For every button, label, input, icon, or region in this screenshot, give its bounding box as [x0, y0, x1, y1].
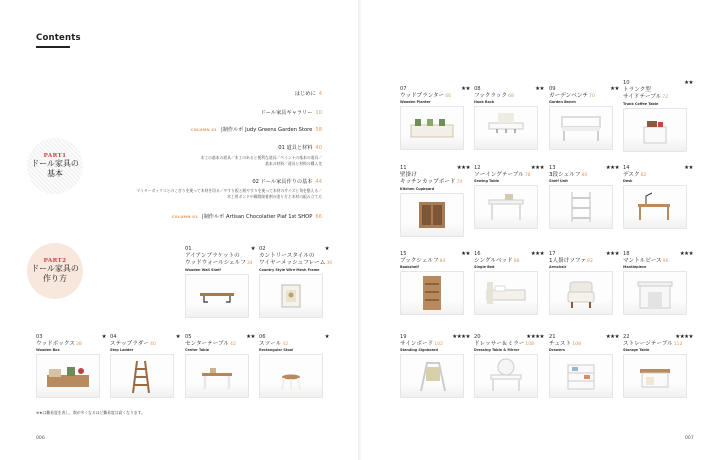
- drawers-icon: [550, 355, 612, 397]
- item-number: 04: [110, 334, 117, 340]
- difficulty-stars: ★: [324, 334, 329, 340]
- furniture-item-card[interactable]: [36, 334, 106, 398]
- item-photo: [549, 271, 613, 315]
- item-photo: [36, 354, 100, 398]
- furniture-item-card[interactable]: [623, 80, 693, 152]
- item-number: 20: [474, 334, 481, 340]
- item-title: 1人掛けソファ92: [549, 258, 593, 264]
- item-number: 15: [400, 251, 407, 257]
- item-title: チェスト108: [549, 341, 581, 347]
- item-number: 10: [623, 80, 630, 86]
- item-page: 74: [456, 180, 463, 186]
- item-page: 78: [524, 173, 531, 178]
- item-number: 01: [185, 246, 192, 252]
- toc-sub-basics: マイターボックスとのこぎりを使って木材を切る／やすり板と紙やすりを使って木材のサイズと角を整える／ 木工用ボンドや瞬間接着剤の塗り方と木材の組み立て方: [136, 188, 322, 199]
- item-title: マントルピース96: [623, 258, 669, 264]
- item-photo: [549, 354, 613, 398]
- right-page: [361, 0, 721, 460]
- toc-sub-tools-materials: 木工の基本の道具／木工のあると便利な道具／ペイントの基本の道具／ 基本の材料／道具と材料の購入先: [200, 155, 322, 166]
- item-page: 80: [581, 173, 588, 178]
- difficulty-stars: ★★: [461, 86, 470, 92]
- furniture-item-card[interactable]: [474, 251, 544, 315]
- furniture-item-card[interactable]: [549, 251, 619, 315]
- furniture-item-card[interactable]: [110, 334, 180, 398]
- furniture-item-card[interactable]: [400, 165, 470, 237]
- item-photo: [259, 274, 323, 318]
- item-page: 72: [662, 95, 669, 101]
- furniture-item-card[interactable]: [259, 334, 329, 398]
- bench-icon: [550, 107, 612, 149]
- item-english-name: Trunk Coffee Table: [623, 101, 659, 106]
- item-title-line-2: サイドテーブル72: [623, 94, 669, 101]
- item-english-name: Shelf Unit: [549, 179, 568, 184]
- item-photo: [549, 185, 613, 229]
- mantlepiece-icon: [624, 272, 686, 314]
- item-title: 3段シェルフ80: [549, 172, 588, 178]
- sewing-table-icon: [475, 186, 537, 228]
- difficulty-stars: ★★★: [456, 165, 470, 171]
- item-english-name: Dressing Table & Mirror: [474, 348, 520, 353]
- item-number: 08: [474, 86, 481, 92]
- item-title: ストレージテーブル112: [623, 341, 683, 347]
- item-page: 34: [246, 261, 253, 267]
- step-ladder-icon: [111, 355, 173, 397]
- item-number: 13: [549, 165, 556, 171]
- item-english-name: Mantlepiece: [623, 265, 647, 270]
- difficulty-stars: ★: [101, 334, 106, 340]
- item-english-name: Center Table: [185, 348, 210, 353]
- item-title: ブックシェルフ84: [400, 258, 446, 264]
- part1-badge: PART1 ドール家具の 基本: [31, 153, 79, 179]
- item-page: 70: [589, 94, 595, 99]
- page-number-left: 006: [36, 436, 45, 441]
- difficulty-stars: ★★: [684, 165, 693, 171]
- difficulty-stars: ★★★: [530, 251, 544, 257]
- difficulty-stars: ★: [175, 334, 180, 340]
- item-photo: [400, 106, 464, 150]
- item-number: 17: [549, 251, 556, 257]
- item-english-name: Wooden Wall Shelf: [185, 267, 221, 272]
- page-number-right: 007: [685, 436, 694, 441]
- furniture-item-card[interactable]: [400, 334, 470, 398]
- item-page: 108: [572, 342, 581, 347]
- difficulty-stars: ★★: [684, 80, 693, 86]
- item-number: 12: [474, 165, 481, 171]
- toc-entry-tools-materials[interactable]: 01 道具と材料 40: [278, 145, 322, 151]
- center-table-icon: [186, 355, 248, 397]
- item-title: ウッドボックス38: [36, 341, 82, 347]
- wall-shelf-icon: [186, 275, 248, 317]
- wooden-box-icon: [37, 355, 99, 397]
- item-title: トランク型: [623, 87, 651, 93]
- difficulty-stars: ★★★: [679, 251, 693, 257]
- item-page: 36: [326, 261, 333, 267]
- item-english-name: Bookshelf: [400, 265, 419, 270]
- item-photo: [185, 354, 249, 398]
- item-english-name: Hook Rack: [474, 100, 495, 105]
- bookshelf-icon: [401, 272, 463, 314]
- item-english-name: Sewing Table: [474, 179, 500, 184]
- item-english-name: Wooden Box: [36, 348, 60, 353]
- armchair-icon: [550, 272, 612, 314]
- difficulty-note: ※★は難易度を表し、数が多くなるほど難易度は高くなります。: [36, 410, 145, 415]
- item-page: 66: [445, 94, 452, 99]
- item-page: 40: [150, 342, 156, 347]
- cupboard-icon: [401, 194, 463, 236]
- trunk-table-icon: [624, 109, 686, 151]
- item-number: 21: [549, 334, 556, 340]
- item-english-name: Wooden Planter: [400, 100, 431, 105]
- shelf-unit-icon: [550, 186, 612, 228]
- difficulty-stars: ★★: [535, 86, 544, 92]
- item-title: ドレッサー＆ミラー108: [474, 341, 535, 347]
- difficulty-stars: ★★★: [530, 165, 544, 171]
- item-title: アイアンブラケットの: [185, 253, 240, 259]
- item-number: 19: [400, 334, 407, 340]
- item-number: 14: [623, 165, 630, 171]
- furniture-item-card[interactable]: [185, 334, 255, 398]
- difficulty-stars: ★: [250, 246, 255, 252]
- difficulty-stars: ★★★: [605, 251, 619, 257]
- item-number: 05: [185, 334, 192, 340]
- item-photo: [474, 271, 538, 315]
- item-english-name: Rectangular Stool: [259, 348, 294, 353]
- toc-entry-column-02[interactable]: COLUMN 02 |制作ルポ Artisan Chocolatier Piaf 1st SHOP 66: [171, 214, 322, 220]
- item-english-name: Step Ladder: [110, 348, 134, 353]
- item-english-name: Kitchen Cupboard: [400, 186, 435, 191]
- item-number: 11: [400, 165, 407, 171]
- item-title-line-2: キッチンカップボード74: [400, 179, 463, 186]
- item-title: スツール42: [259, 341, 289, 347]
- furniture-item-card[interactable]: [185, 246, 255, 318]
- item-page: 96: [662, 259, 669, 264]
- item-page: 82: [640, 173, 647, 178]
- item-photo: [623, 354, 687, 398]
- difficulty-stars: ★★★: [605, 165, 619, 171]
- item-page: 102: [434, 342, 443, 347]
- item-photo: [400, 193, 464, 237]
- furniture-item-card[interactable]: [474, 165, 544, 229]
- difficulty-stars: ★★: [246, 334, 255, 340]
- planter-icon: [401, 107, 463, 149]
- signboard-icon: [401, 355, 463, 397]
- item-number: 09: [549, 86, 556, 92]
- item-number: 02: [259, 246, 266, 252]
- mesh-frame-icon: [260, 275, 322, 317]
- item-page: 88: [513, 259, 520, 264]
- furniture-item-card[interactable]: [623, 251, 693, 315]
- item-english-name: Storage Table: [623, 348, 650, 353]
- item-photo: [623, 108, 687, 152]
- item-photo: [400, 271, 464, 315]
- item-title: ソーイングテーブル78: [474, 172, 531, 178]
- difficulty-stars: ★★★★: [526, 334, 544, 340]
- furniture-item-card[interactable]: [623, 334, 693, 398]
- furniture-item-card[interactable]: [549, 334, 619, 398]
- item-photo: [623, 271, 687, 315]
- difficulty-stars: ★★: [610, 86, 619, 92]
- item-number: 22: [623, 334, 630, 340]
- item-page: 38: [76, 342, 82, 347]
- item-photo: [549, 106, 613, 150]
- item-title: シングルベッド88: [474, 258, 520, 264]
- item-page: 112: [673, 342, 683, 347]
- toc-entry-gallery[interactable]: ドール家具ギャラリー 10: [260, 110, 322, 116]
- furniture-item-card[interactable]: [474, 86, 544, 150]
- item-page: 84: [439, 259, 446, 264]
- item-title: ガーデンベンチ70: [549, 93, 595, 99]
- difficulty-stars: ★★★: [605, 334, 619, 340]
- item-title: フックラック68: [474, 93, 514, 99]
- desk-icon: [624, 186, 686, 228]
- item-title: デスク82: [623, 172, 647, 178]
- item-photo: [474, 354, 538, 398]
- furniture-item-card[interactable]: [474, 334, 544, 398]
- furniture-item-card[interactable]: [400, 86, 470, 150]
- item-number: 16: [474, 251, 481, 257]
- part2-badge: PART2 ドール家具の 作り方: [31, 258, 79, 284]
- storage-table-icon: [624, 355, 686, 397]
- item-number: 07: [400, 86, 407, 92]
- item-photo: [259, 354, 323, 398]
- toc-entry-intro[interactable]: はじめに 4: [294, 91, 322, 97]
- item-english-name: Drawers: [549, 348, 565, 353]
- furniture-item-card[interactable]: [549, 165, 619, 229]
- item-title: ウッドプランター66: [400, 93, 452, 99]
- item-page: 108: [525, 342, 535, 347]
- stool-icon: [260, 355, 322, 397]
- left-page: [0, 0, 360, 460]
- item-english-name: Garden Bench: [549, 100, 576, 105]
- item-photo: [185, 274, 249, 318]
- furniture-item-card[interactable]: [400, 251, 470, 315]
- difficulty-stars: ★★: [461, 251, 470, 257]
- item-number: 18: [623, 251, 630, 257]
- difficulty-stars: ★: [324, 246, 329, 252]
- item-photo: [474, 185, 538, 229]
- toc-entry-basics[interactable]: 02 ドール家具作りの基本 44: [252, 179, 322, 185]
- item-photo: [474, 106, 538, 150]
- item-english-name: Standing Signboard: [400, 348, 438, 353]
- item-number: 06: [259, 334, 266, 340]
- item-page: 68: [508, 94, 514, 99]
- item-title-line-2: ウッドウォールシェルフ34: [185, 260, 253, 267]
- toc-entry-column-01[interactable]: COLUMN 01 |制作ルポ Judy Greens Garden Store 58: [190, 127, 322, 133]
- item-photo: [623, 185, 687, 229]
- bed-icon: [475, 272, 537, 314]
- furniture-item-card[interactable]: [623, 165, 693, 229]
- contents-heading: Contents: [36, 33, 81, 43]
- item-english-name: Armchair: [549, 265, 567, 270]
- item-title: カントリースタイルの: [259, 253, 315, 259]
- difficulty-stars: ★★★★: [452, 334, 470, 340]
- furniture-item-card[interactable]: [259, 246, 333, 318]
- item-title: サインボード102: [400, 341, 443, 347]
- furniture-item-card[interactable]: [549, 86, 619, 150]
- item-english-name: Single Bed: [474, 265, 495, 270]
- dresser-icon: [475, 355, 537, 397]
- item-title: 壁掛け: [400, 172, 417, 178]
- item-title: センターテーブル42: [185, 341, 236, 347]
- difficulty-stars: ★★★★: [675, 334, 693, 340]
- item-number: 03: [36, 334, 43, 340]
- item-page: 42: [230, 342, 236, 347]
- item-english-name: Desk: [623, 179, 633, 184]
- item-page: 42: [282, 342, 289, 347]
- item-title-line-2: ワイヤーメッシュフレーム36: [259, 260, 333, 267]
- item-photo: [110, 354, 174, 398]
- item-photo: [400, 354, 464, 398]
- item-page: 92: [587, 259, 593, 264]
- hook-rack-icon: [475, 107, 537, 149]
- item-title: ステップラダー40: [110, 341, 156, 347]
- item-english-name: Country Style Wire Mesh Frame: [259, 267, 320, 272]
